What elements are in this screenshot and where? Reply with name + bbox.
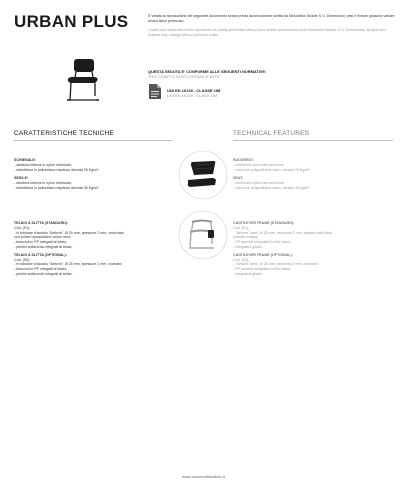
spec-line: - piedini antiscivolo integrati al telaio. xyxy=(14,244,73,249)
section-title-en: TECHNICAL FEATURES xyxy=(233,130,310,137)
spec-line: - PP armrest integrated to the frame; xyxy=(233,267,292,272)
footer-website-link[interactable]: www.moschellasedute.it xyxy=(182,474,225,479)
spec-block-upholstery-it xyxy=(14,158,164,191)
spec-line: - PP armrest integrated to the frame; xyxy=(233,240,292,245)
copyright-notice-it: È vietata la riproduzione del seguente documento senza previa autorizzazione scritta da Moschella Sedute S.r.l. Dimensioni, pesi e finiture possono variare senza alcun preavviso. xyxy=(148,14,395,23)
copyright-notice-en: Copies and duplicates of this document are strictly prohibited without prior written authorisation from Moschella Sedute S.r.l. Dimensions, weights and finishes may change without previous notice. xyxy=(148,28,386,37)
frame-icon xyxy=(178,210,228,260)
spec-heading: SCHIENALE: xyxy=(14,158,36,162)
section-divider xyxy=(14,140,172,141)
spec-line: - integrated glides. xyxy=(233,244,263,249)
spec-line: powder coating; xyxy=(233,235,259,240)
spec-line: - imbottitura in poliuretano espanso densità 30 Kg/m³. xyxy=(14,185,100,190)
spec-line: - struttura interna in nylon rinforzato; xyxy=(14,162,72,167)
spec-line: - "Aeform" steel, Ø 25 mm, thickness 2 mm, chromed; xyxy=(233,262,319,267)
spec-line: - reinforced nylon internal frame; xyxy=(233,162,285,167)
spec-line: - in tubolare d'acciaio "Aeform", Ø 25 mm, spessore 2 mm, cromato; xyxy=(14,262,123,267)
spec-block-frame-en xyxy=(233,221,393,277)
spec-heading: CANTILEVER FRAME (STANDARD): xyxy=(233,221,295,225)
chair-image xyxy=(62,58,102,102)
spec-line: - "Aeform" steel, Ø 25 mm, thickness 2 mm, painted with black xyxy=(233,230,333,235)
spec-line: - braccioli in PP integrati al telaio; xyxy=(14,240,68,245)
spec-line: Cod. (S2), xyxy=(14,257,31,262)
norms-title-en: THIS CHAIR IS IN ACCORDANCE WITH: xyxy=(148,74,221,79)
spec-line: - braccioli in PP integrati al telaio; xyxy=(14,267,68,272)
norm-item-it: UNI EN 16139 - CLASSE 1IM xyxy=(167,88,221,93)
document-icon xyxy=(148,83,162,100)
spec-line: - in tubolare d'acciaio "Aeform", Ø 25 mm, spessore 2 mm, verniciato xyxy=(14,230,124,235)
spec-line: - struttura interna in nylon rinforzato; xyxy=(14,181,72,186)
section-divider xyxy=(233,140,393,141)
norms-title-it: QUESTA SEDUTA E' CONFORME ALLE SEGUENTI NORMATIVE: xyxy=(148,69,267,74)
spec-line: Cod. (S1), xyxy=(14,225,31,230)
norm-item-en: UNI EN 16139 - CLASS 1IM xyxy=(167,93,218,98)
spec-line: con polveri epossidiche colore nero; xyxy=(14,235,72,240)
seat-cushion-icon xyxy=(178,150,228,200)
spec-line: - reinforced nylon internal frame; xyxy=(233,181,285,186)
spec-heading: SEDILE: xyxy=(14,176,29,181)
spec-heading: TELAIO A SLITTA (OPTIONAL): xyxy=(14,252,67,257)
spec-line: - cold cure polyurethane foam, density 25 Kg/m³. xyxy=(233,167,311,172)
spec-heading: CANTILEVER FRAME (OPTIONAL): xyxy=(233,252,293,257)
spec-line: Cod. (S1), xyxy=(233,225,250,230)
spec-heading: SEAT: xyxy=(233,176,244,181)
spec-block-upholstery-en xyxy=(233,158,393,191)
spec-line: - imbottitura in poliuretano espanso densità 25 Kg/m³. xyxy=(14,167,100,172)
spec-heading: BACKREST: xyxy=(233,158,254,162)
spec-line: - piedini antiscivolo integrati al telaio. xyxy=(14,271,73,276)
spec-line: Cod. (S2), xyxy=(233,257,250,262)
spec-line: - integrated glides. xyxy=(233,271,263,276)
product-title: URBAN PLUS xyxy=(14,12,129,31)
spec-line: - cold cure polyurethane foam, density 30 Kg/m³. xyxy=(233,185,311,190)
spec-block-frame-it xyxy=(14,221,164,277)
spec-heading: TELAIO A SLITTA (STANDARD): xyxy=(14,221,69,225)
section-title-it: CARATTERISTICHE TECNICHE xyxy=(14,130,114,137)
